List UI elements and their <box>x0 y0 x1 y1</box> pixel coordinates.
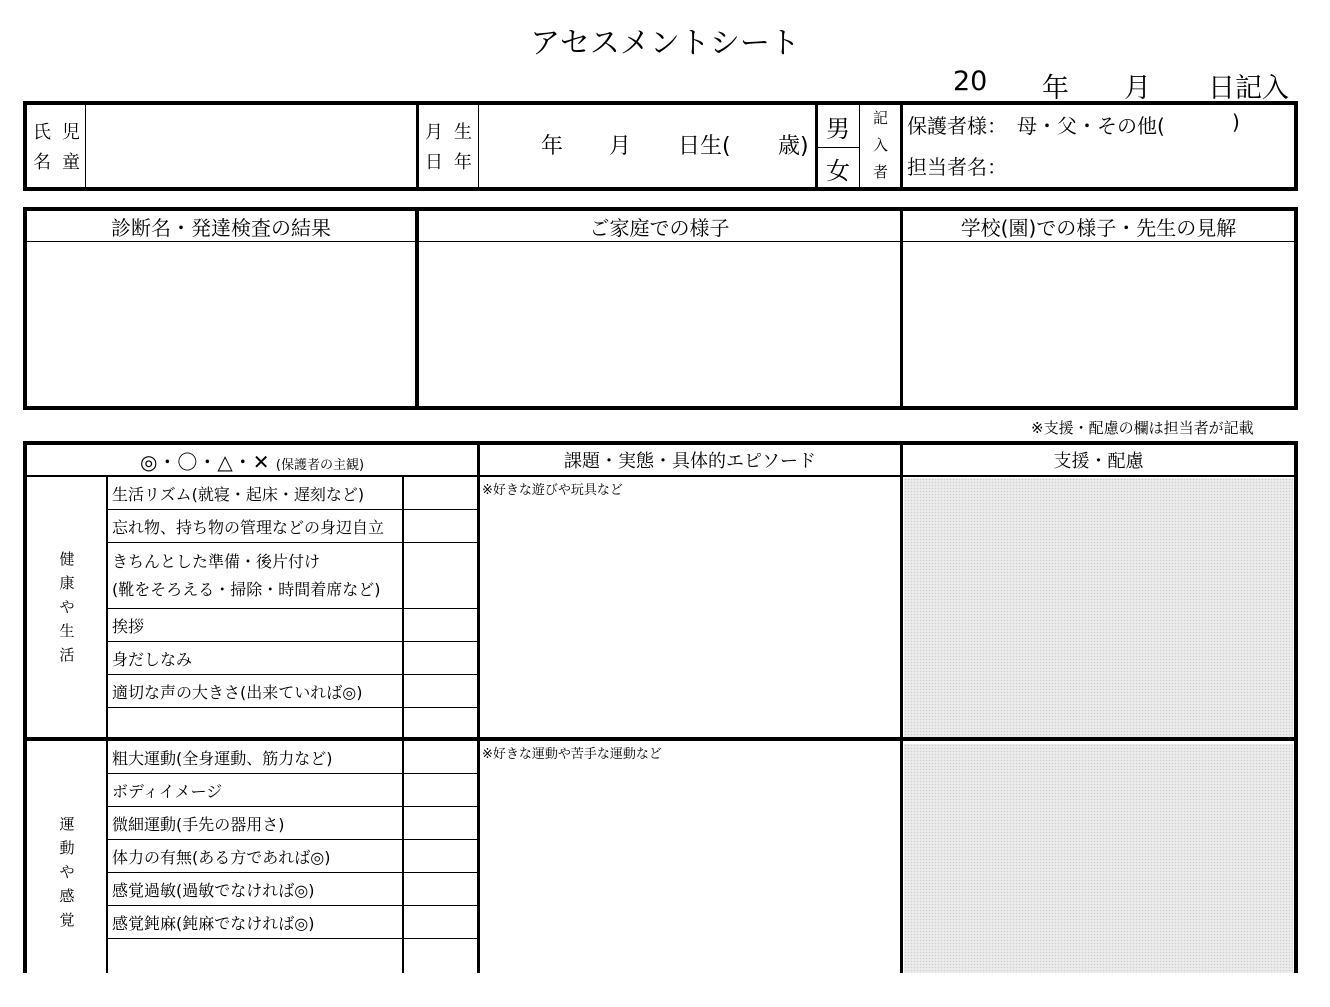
name-label-2b: 童 <box>62 152 80 173</box>
date-prefix: 20 <box>953 66 988 97</box>
support-area-motor[interactable] <box>904 744 1293 973</box>
birth-label-1a: 月 <box>425 122 443 143</box>
issue-header: 課題・実態・具体的エピソード <box>564 451 816 472</box>
guardian-label: 保護者様： <box>907 114 1007 138</box>
birth-label-2a: 生 <box>454 122 472 143</box>
date-month-label: 月 <box>1124 73 1151 104</box>
item-gross-motor: 粗大運動(全身運動、筋力など) <box>112 749 333 768</box>
birth-year-label: 年 <box>541 134 564 159</box>
overview-header-home: ご家庭での様子 <box>589 216 730 240</box>
guardian-options: 母・父・その他( <box>1017 114 1165 138</box>
rating-cell[interactable] <box>404 675 477 707</box>
rating-cell[interactable] <box>404 543 477 608</box>
name-label-1a: 氏 <box>33 122 51 143</box>
writer-label-3: 者 <box>873 163 889 181</box>
rating-cell[interactable] <box>404 609 477 641</box>
birth-day-label: 日生( <box>678 134 731 159</box>
birth-month-label: 月 <box>609 134 632 159</box>
birth-label-1b: 日 <box>425 152 443 173</box>
support-header: 支援・配慮 <box>1053 451 1144 472</box>
item-preparation: きちんとした準備・後片付け <box>112 552 321 571</box>
overview-header-school: 学校(園)での様子・先生の見解 <box>960 216 1237 240</box>
hint-motor: ※好きな運動や苦手な運動など <box>482 747 662 762</box>
name-label-1b: 名 <box>33 152 51 173</box>
male-option: 男 <box>826 115 850 143</box>
category-motor: 運 動 や 感 覚 <box>59 815 75 929</box>
name-label-2a: 児 <box>62 122 80 143</box>
guardian-close: ) <box>1232 110 1240 134</box>
rating-cell[interactable] <box>404 642 477 674</box>
item-grooming: 身だしなみ <box>112 650 193 669</box>
staff-label: 担当者名： <box>907 155 1007 179</box>
issue-area-health[interactable] <box>480 477 900 737</box>
item-voice-volume: 適切な声の大きさ(出来ていれば◎) <box>112 683 363 702</box>
rating-cell[interactable] <box>404 741 477 773</box>
birth-label-2b: 年 <box>454 152 472 173</box>
support-note: ※支援・配慮の欄は担当者が記載 <box>1031 419 1254 437</box>
item-fine-motor: 微細運動(手先の器用さ) <box>112 815 285 834</box>
rating-cell[interactable] <box>404 840 477 872</box>
sheet-title: アセスメントシート <box>530 26 800 61</box>
rating-cell[interactable] <box>404 873 477 905</box>
writer-label-2: 入 <box>873 136 889 154</box>
item-hypersensitivity: 感覚過敏(過敏でなければ◎) <box>112 881 315 900</box>
rating-cell[interactable] <box>404 906 477 938</box>
rating-header-note: (保護者の主観) <box>275 458 365 473</box>
female-option: 女 <box>826 157 850 185</box>
item-self-care: 忘れ物、持ち物の管理などの身辺自立 <box>112 518 385 537</box>
rating-symbols: ◎・〇・△・✕ <box>139 450 270 474</box>
rating-cell[interactable] <box>404 477 477 509</box>
rating-cell[interactable] <box>404 774 477 806</box>
item-sleep-rhythm: 生活リズム(就寝・起床・遅刻など) <box>112 485 365 504</box>
date-year-label: 年 <box>1042 73 1069 104</box>
rating-header <box>27 446 477 475</box>
category-health: 健 康 や 生 活 <box>59 550 75 664</box>
item-preparation-detail: (靴をそろえる・掃除・時間着席など) <box>112 580 381 599</box>
item-greeting: 挨拶 <box>112 617 145 636</box>
item-hyposensitivity: 感覚鈍麻(鈍麻でなければ◎) <box>112 914 315 933</box>
overview-header-diagnosis: 診断名・発達検査の結果 <box>111 216 331 240</box>
rating-cell[interactable] <box>404 510 477 542</box>
hint-health: ※好きな遊びや玩具など <box>482 483 623 498</box>
date-day-label: 日記入 <box>1208 73 1289 104</box>
rating-cell[interactable] <box>404 807 477 839</box>
item-stamina: 体力の有無(ある方であれば◎) <box>112 848 331 867</box>
support-area-health[interactable] <box>904 478 1293 737</box>
item-body-image: ボディイメージ <box>112 782 223 801</box>
issue-area-motor[interactable] <box>480 741 900 973</box>
birth-age-label: 歳) <box>778 134 809 159</box>
writer-label-1: 記 <box>873 109 889 127</box>
